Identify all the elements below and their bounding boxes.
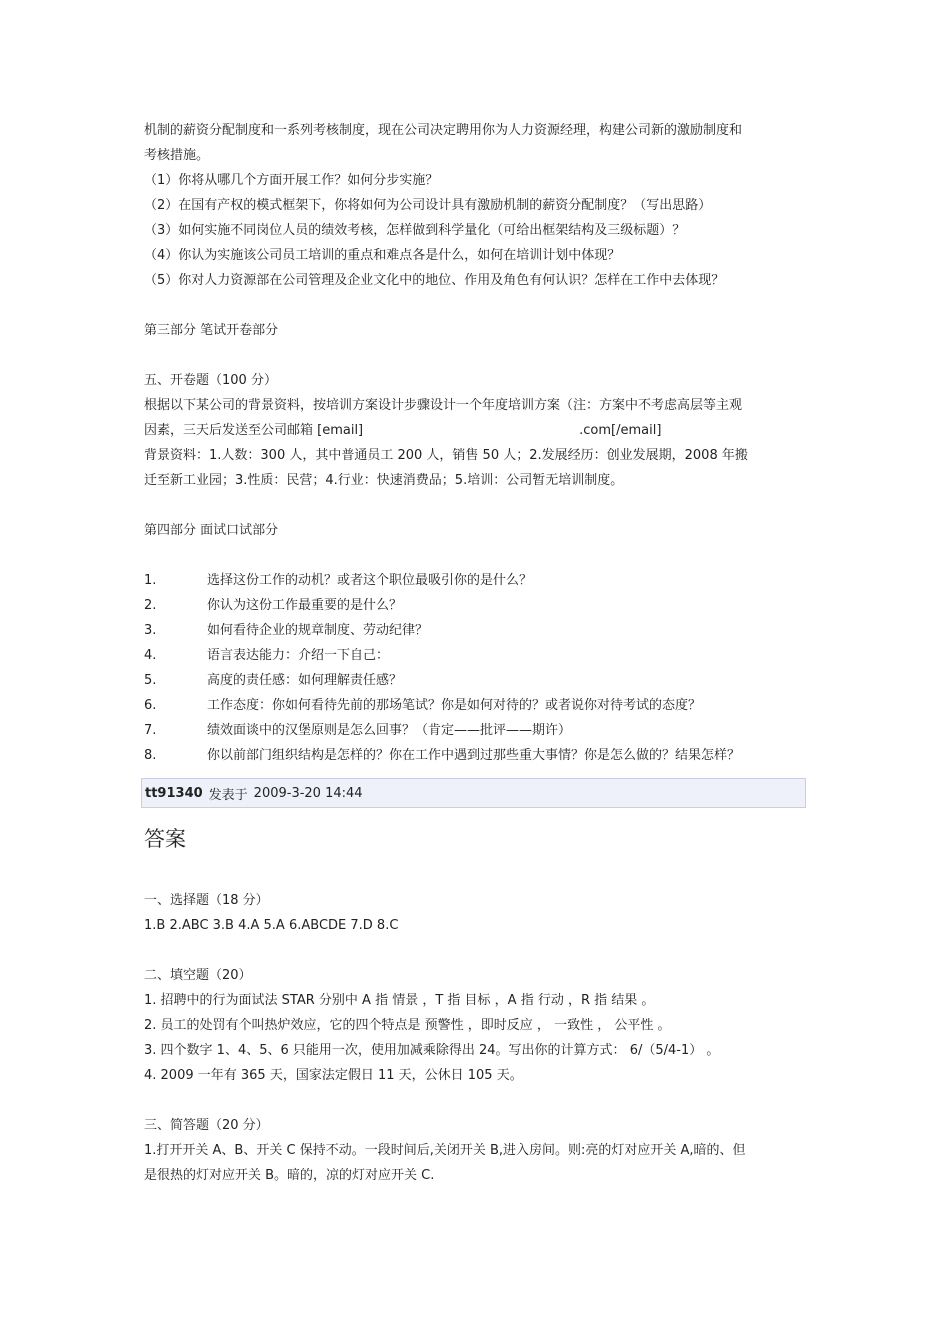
interview-question	[144, 618, 810, 643]
answer-line: 3. 四个数字 1、4、5、6 只能用一次，使用加减乘除得出 24。写出你的计算方式： 6/（5/4-1） 。	[144, 1043, 720, 1058]
answer-section-title: 三、简答题（20 分）	[144, 1118, 269, 1133]
post-date: 2009-3-20 14:44	[253, 785, 363, 801]
question-text: 工作态度：你如何看待先前的那场笔试？你是如何对待的？或者说你对待考试的态度？	[207, 698, 702, 713]
question-5-text: 根据以下某公司的背景资料，按培训方案设计步骤设计一个年度培训方案（注：方案中不考虑高层等主观	[144, 398, 743, 413]
question-text: 如何看待企业的规章制度、劳动纪律？	[207, 623, 429, 638]
section-heading-part4: 第四部分 面试口试部分	[144, 523, 279, 538]
answer-line: 4. 2009 一年有 365 天，国家法定假日 11 天，公休日 105 天。	[144, 1068, 523, 1083]
interview-question	[144, 593, 810, 618]
posted-label: 发表于	[208, 787, 248, 803]
question-number: 7.	[144, 723, 157, 738]
email-text-end: .com[/email]	[579, 423, 662, 438]
question-text: 绩效面谈中的汉堡原则是怎么回事？（肯定——批评——期许）	[207, 723, 572, 738]
question-5-title: 五、开卷题（100 分）	[144, 373, 277, 388]
answer-line: 是很热的灯对应开关 B。暗的，凉的灯对应开关 C.	[144, 1168, 435, 1183]
question-number: 2.	[144, 598, 157, 613]
question-text: 你以前部门组织结构是怎样的？你在工作中遇到过那些重大事情？你是怎么做的？结果怎样？	[207, 748, 741, 763]
question-number: 5.	[144, 673, 157, 688]
answer-line: 1. 招聘中的行为面试法 STAR 分别中 A 指 情景 ，T 指 目标 ，A 指 行动 ，R 指 结果 。	[144, 993, 655, 1008]
interview-question	[144, 643, 810, 668]
interview-question	[144, 718, 810, 743]
question-item: （3）如何实施不同岗位人员的绩效考核，怎样做到科学量化（可给出框架结构及三级标题）？	[144, 223, 686, 238]
answer-line: 1.打开开关 A、B、开关 C 保持不动。一段时间后,关闭开关 B,进入房间。则:亮的灯对应开关 A,暗的、但	[144, 1143, 746, 1158]
post-author-link[interactable]: tt91340	[145, 785, 203, 801]
intro-line: 考核措施。	[144, 148, 210, 163]
answer-section-title: 一、选择题（18 分）	[144, 893, 269, 908]
interview-question	[144, 568, 810, 593]
answer-line: 1.B 2.ABC 3.B 4.A 5.A 6.ABCDE 7.D 8.C	[144, 918, 399, 933]
question-text: 你认为这份工作最重要的是什么？	[207, 598, 403, 613]
question-item: （2）在国有产权的模式框架下，你将如何为公司设计具有激励机制的薪资分配制度？（写出思路）	[144, 198, 712, 213]
question-number: 1.	[144, 573, 157, 588]
question-number: 8.	[144, 748, 157, 763]
answer-section-title: 二、填空题（20）	[144, 968, 252, 983]
answer-line: 2. 员工的处罚有个叫热炉效应，它的四个特点是 预警性 ，即时反应 ， 一致性 ， 公平性 。	[144, 1018, 671, 1033]
question-text: 语言表达能力：介绍一下自己：	[207, 648, 390, 663]
question-number: 4.	[144, 648, 157, 663]
document-body	[144, 118, 810, 1188]
question-number: 6.	[144, 698, 157, 713]
question-5-text	[144, 418, 810, 443]
question-item: （5）你对人力资源部在公司管理及企业文化中的地位、作用及角色有何认识？怎样在工作中去体现？	[144, 273, 725, 288]
section-heading-part3: 第三部分 笔试开卷部分	[144, 323, 279, 338]
question-text: 高度的责任感：如何理解责任感？	[207, 673, 403, 688]
interview-question	[144, 693, 810, 718]
post-header-bar	[141, 778, 806, 808]
interview-question	[144, 668, 810, 693]
background-info: 迁至新工业园；3.性质：民营；4.行业：快速消费品；5.培训：公司暂无培训制度。	[144, 473, 624, 488]
interview-question	[144, 743, 810, 768]
email-text-start: 因素，三天后发送至公司邮箱 [email]	[144, 423, 364, 438]
intro-line: 机制的薪资分配制度和一系列考核制度，现在公司决定聘用你为人力资源经理，构建公司新的激励制度和	[144, 123, 743, 138]
background-info: 背景资料：1.人数：300 人，其中普通员工 200 人，销售 50 人；2.发展经历：创业发展期，2008 年搬	[144, 448, 748, 463]
question-text: 选择这份工作的动机？或者这个职位最吸引你的是什么？	[207, 573, 533, 588]
question-item: （4）你认为实施该公司员工培训的重点和难点各是什么，如何在培训计划中体现？	[144, 248, 621, 263]
question-item: （1）你将从哪几个方面开展工作？如何分步实施？	[144, 173, 439, 188]
answer-heading: 答案	[144, 827, 186, 851]
question-number: 3.	[144, 623, 157, 638]
